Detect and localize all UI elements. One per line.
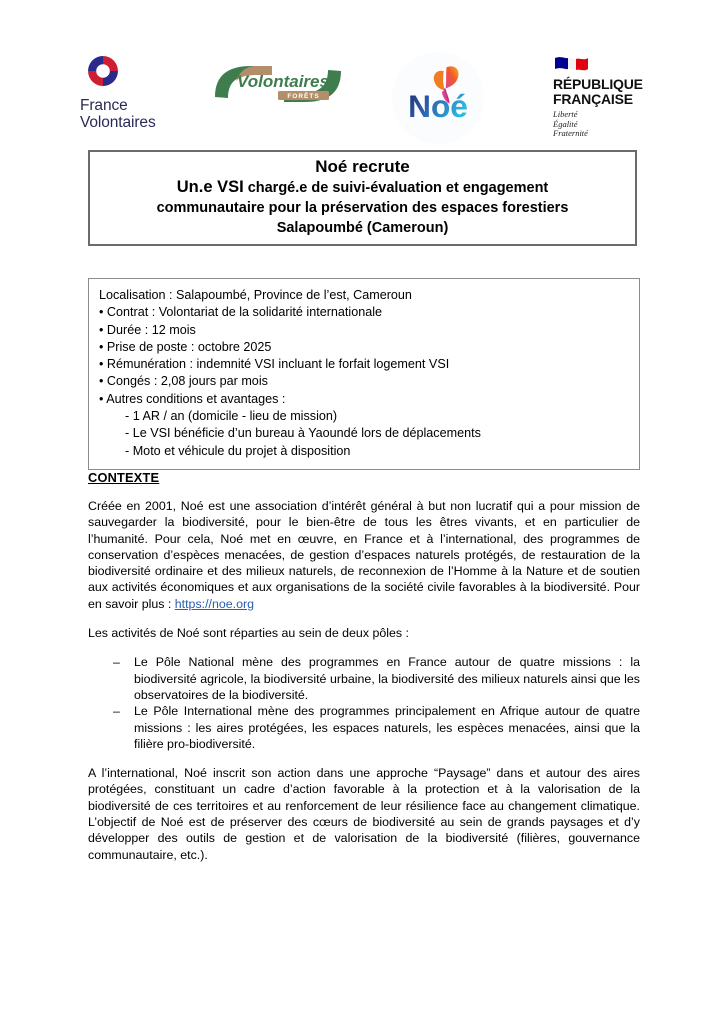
volontaires-forets-wordmark: Volontaires — [237, 72, 329, 91]
france-volontaires-line1: France — [80, 97, 128, 114]
france-volontaires-line2: Volontaires — [80, 113, 156, 131]
republique-line2: FRANÇAISE — [553, 91, 633, 107]
detail-prise-de-poste: • Prise de poste : octobre 2025 — [99, 339, 272, 354]
job-title-line3: communautaire pour la préservation des espaces forestiers — [156, 200, 569, 216]
contexte-section — [88, 470, 640, 863]
pole-national-text: Le Pôle National mène des programmes en France autour de quatre missions : la biodiversité agricole, la biodiversité urbaine, la biodiversité des milieux naturels ainsi que les observatoires de la biodiversité. — [134, 655, 640, 702]
noe-logo-mark — [390, 50, 486, 146]
france-volontaires-wordmark — [80, 98, 190, 131]
logo-header-bar — [0, 46, 724, 138]
detail-sub-vehicule: - Moto et véhicule du projet à disposition — [125, 443, 351, 458]
motto-fraternite: Fraternité — [553, 128, 588, 138]
detail-contrat: • Contrat : Volontariat de la solidarité internationale — [99, 305, 383, 320]
contexte-paragraph-3: A l’international, Noé inscrit son action dans une approche “Paysage” dans et autour des aires protégées, constituant un cadre d’action favorable à la protection et à la valorisation de la biodiversité de ces territoires et au renforcement de leur résilience face au changement climatique. L’objectif de Noé est de préserver des cœurs de biodiversité au sein de grands paysages et d’y développer des outils de gestion et de valorisation de la biodiversité (filières, gouvernance communautaire, etc.). — [88, 766, 640, 862]
job-title-location: Salapoumbé (Cameroun) — [276, 220, 449, 236]
volontaires-forets-logo — [208, 58, 348, 110]
noe-website-link[interactable]: https://noe.org — [174, 596, 254, 611]
job-details-box — [88, 278, 640, 470]
france-volontaires-logo — [80, 54, 190, 131]
volontaires-forets-subtitle: FORÊTS — [287, 93, 320, 100]
republique-line1: RÉPUBLIQUE — [553, 76, 643, 92]
republique-francaise-logo — [553, 54, 658, 139]
contexte-paragraph-2: Les activités de Noé sont réparties au sein de deux pôles : — [88, 626, 409, 641]
pole-international-text: Le Pôle International mène des programmes principalement en Afrique autour de quatre missions : les aires protégées, les espaces naturels, les espèces menacées, ainsi que la filière pro-biodiversité. — [134, 704, 640, 751]
motto-liberte: Liberté — [553, 109, 578, 119]
noe-wordmark: Noé — [408, 88, 468, 125]
detail-duree: • Durée : 12 mois — [99, 322, 196, 337]
volontaires-forets-mark-icon — [208, 58, 348, 110]
swirl-circle-icon — [86, 54, 120, 88]
detail-remuneration: • Rémunération : indemnité VSI incluant le forfait logement VSI — [99, 357, 450, 372]
motto-egalite: Égalité — [553, 118, 578, 129]
poles-list — [88, 654, 640, 752]
contexte-paragraph-1 — [88, 498, 640, 612]
detail-sub-ar: - 1 AR / an (domicile - lieu de mission) — [125, 409, 338, 424]
job-title-headline: Noé recrute — [315, 157, 410, 176]
job-title-role-detail: chargé.e de suivi-évaluation et engagement — [243, 180, 549, 196]
dash-marker: – — [113, 655, 120, 670]
detail-sub-bureau: - Le VSI bénéficie d’un bureau à Yaoundé lors de déplacements — [125, 426, 481, 441]
list-item — [88, 654, 640, 703]
french-flag-icon — [553, 54, 598, 73]
job-title-role: Un.e VSI — [176, 178, 244, 196]
job-title-subheadline — [98, 177, 627, 198]
dash-marker: – — [113, 704, 120, 719]
contexte-paragraph-1-text: Créée en 2001, Noé est une association d’intérêt général à but non lucratif qui a pour mission de sauvegarder la biodiversité, pour le bien-être de tous les êtres vivants, et en particulier de l’humanité. Pour cela, Noé met en œuvre, en France et à l’international, des programmes de conservation d’espèces menacées, de gestion d’espaces naturels protégés, de restauration de la biodiversité ordinaire et des milieux naturels, de reconnexion de l’Homme à la Nature et de soutien aux activités économiques et aux organisations de la société civile favorables à la biodiversité. Pour en savoir plus : — [88, 499, 640, 611]
republique-francaise-wordmark — [553, 77, 658, 107]
detail-conges: • Congés : 2,08 jours par mois — [99, 374, 268, 389]
job-title-box — [88, 150, 637, 246]
detail-localisation: Localisation : Salapoumbé, Province de l’est, Cameroun — [99, 288, 412, 302]
republique-motto — [553, 110, 658, 139]
detail-autres-conditions: • Autres conditions et avantages : — [99, 391, 286, 406]
contexte-heading: CONTEXTE — [88, 470, 160, 485]
noe-logo — [390, 50, 486, 146]
list-item — [88, 703, 640, 752]
